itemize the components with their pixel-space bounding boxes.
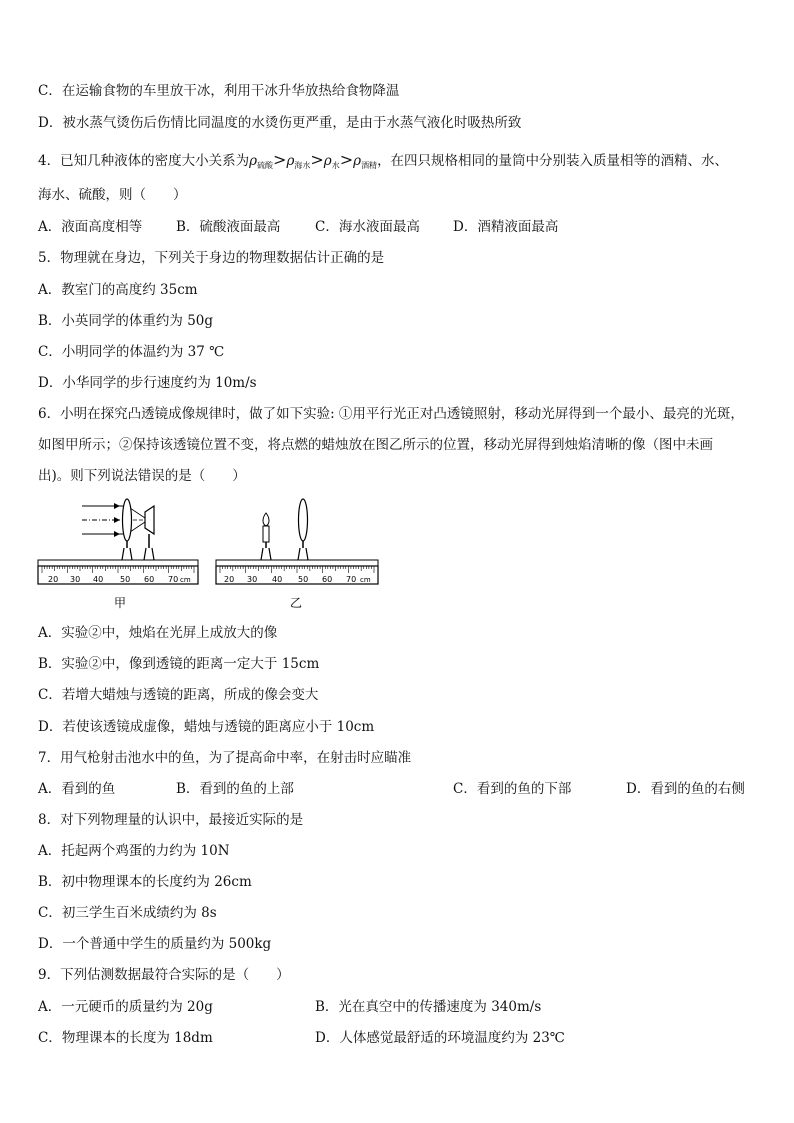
q5-option-c: C．小明同学的体温约为 37 ℃ (38, 344, 225, 360)
candle (263, 526, 269, 542)
convex-lens (299, 499, 308, 541)
q8-option-c: C．初三学生百米成绩约为 8s (38, 905, 217, 921)
q8-option-d: D．一个普通中学生的质量约为 500kg (38, 936, 272, 952)
rho-subscript: 酒精 (361, 161, 378, 170)
figure-jia (38, 499, 198, 610)
convex-lens (123, 499, 132, 541)
greater-than-sign: > (310, 150, 324, 169)
tick-label: 60 (144, 575, 155, 584)
q7-stem: 7．用气枪射击池水中的鱼，为了提高命中率，在射击时应瞄准 (38, 750, 412, 766)
q7-option-d: D．看到的鱼的右侧 (626, 781, 745, 797)
tick-label: 60 (322, 575, 333, 584)
q9-option-c: C．物理课本的长度为 18dm (38, 1030, 213, 1046)
q8-option-a: A．托起两个鸡蛋的力约为 10N (38, 843, 230, 859)
unit-label: cm (360, 576, 371, 584)
greater-than-sign: > (339, 150, 354, 169)
q7-option-b: B．看到的鱼的上部 (176, 781, 294, 797)
q7-option-a: A．看到的鱼 (38, 781, 116, 797)
tick-label: 20 (48, 575, 59, 584)
tick-label: 70 (168, 575, 179, 584)
q6-stem-line2: 如图甲所示；②保持该透镜位置不变，将点燃的蜡烛放在图乙所示的位置，移动光屏得到烛焰清晰的像（图中未画 (38, 437, 713, 453)
rho-subscript: 海水 (294, 161, 311, 170)
q4-option-c: C．海水液面最高 (315, 219, 420, 235)
q4-option-a: A．液面高度相等 (38, 219, 143, 235)
q4-stem-line2: 海水、硫酸，则（ ） (38, 187, 187, 203)
rho-symbol: ρ (249, 153, 258, 169)
q6-option-c: C．若增大蜡烛与透镜的距离，所成的像会变大 (38, 687, 319, 703)
q5-option-d: D．小华同学的步行速度约为 10m/s (38, 375, 257, 391)
q6-option-a: A．实验②中，烛焰在光屏上成放大的像 (38, 625, 278, 641)
q4-stem-prefix: 4．已知几种液体的密度大小关系为 (38, 153, 250, 169)
rho-symbol: ρ (353, 153, 362, 169)
q9-stem: 9．下列估测数据最符合实际的是（ ） (38, 967, 290, 983)
tick-label: 50 (298, 575, 309, 584)
lens-experiment-figure (30, 496, 390, 616)
q3-option-d: D．被水蒸气烫伤后伤情比同温度的水烫伤更严重，是由于水蒸气液化时吸热所致 (38, 115, 522, 131)
q8-option-b: B．初中物理课本的长度约为 26cm (38, 874, 252, 890)
candle-flame (263, 513, 269, 526)
rho-subscript: 水 (331, 161, 340, 170)
q4-stem (38, 151, 728, 175)
tick-label: 50 (120, 575, 131, 584)
q9-option-b: B．光在真空中的传播速度为 340m/s (315, 999, 542, 1015)
unit-label: cm (180, 576, 191, 584)
tick-label: 30 (247, 575, 258, 584)
q9-option-d: D．人体感觉最舒适的环境温度约为 23℃ (315, 1030, 565, 1046)
q5-option-b: B．小英同学的体重约为 50g (38, 313, 214, 329)
tick-label: 40 (272, 575, 283, 584)
q4-stem-suffix: ，在四只规格相同的量筒中分别装入质量相等的酒精、水、 (377, 153, 729, 169)
rho-symbol: ρ (323, 153, 332, 169)
q7-option-c: C．看到的鱼的下部 (453, 781, 572, 797)
q5-stem: 5．物理就在身边，下列关于身边的物理数据估计正确的是 (38, 250, 385, 266)
rho-symbol: ρ (286, 153, 295, 169)
rho-subscript: 硫酸 (257, 161, 274, 170)
figure-yi (216, 499, 378, 610)
greater-than-sign: > (273, 150, 287, 169)
figure-caption-jia: 甲 (114, 596, 127, 610)
tick-label: 70 (346, 575, 357, 584)
tick-label: 40 (93, 575, 104, 584)
q6-stem-line3: 出)。则下列说法错误的是（ ） (38, 468, 246, 484)
q8-stem: 8．对下列物理量的认识中，最接近实际的是 (38, 812, 304, 828)
figure-caption-yi: 乙 (290, 596, 303, 610)
q3-option-c: C．在运输食物的车里放干冰，利用干冰升华放热给食物降温 (38, 83, 400, 99)
tick-label: 30 (70, 575, 81, 584)
q5-option-a: A．教室门的高度约 35cm (38, 282, 198, 298)
light-screen (145, 506, 154, 534)
q4-option-b: B．硫酸液面最高 (176, 219, 281, 235)
q6-option-d: D．若使该透镜成虚像，蜡烛与透镜的距离应小于 10cm (38, 719, 375, 735)
q4-option-d: D．酒精液面最高 (453, 219, 559, 235)
tick-label: 20 (224, 575, 235, 584)
q6-option-b: B．实验②中，像到透镜的距离一定大于 15cm (38, 656, 320, 672)
q6-stem-line1: 6．小明在探究凸透镜成像规律时，做了如下实验: ①用平行光正对凸透镜照射，移动光屏得到一个最小、最亮的光斑， (38, 406, 744, 422)
q9-option-a: A．一元硬币的质量约为 20g (38, 999, 213, 1015)
